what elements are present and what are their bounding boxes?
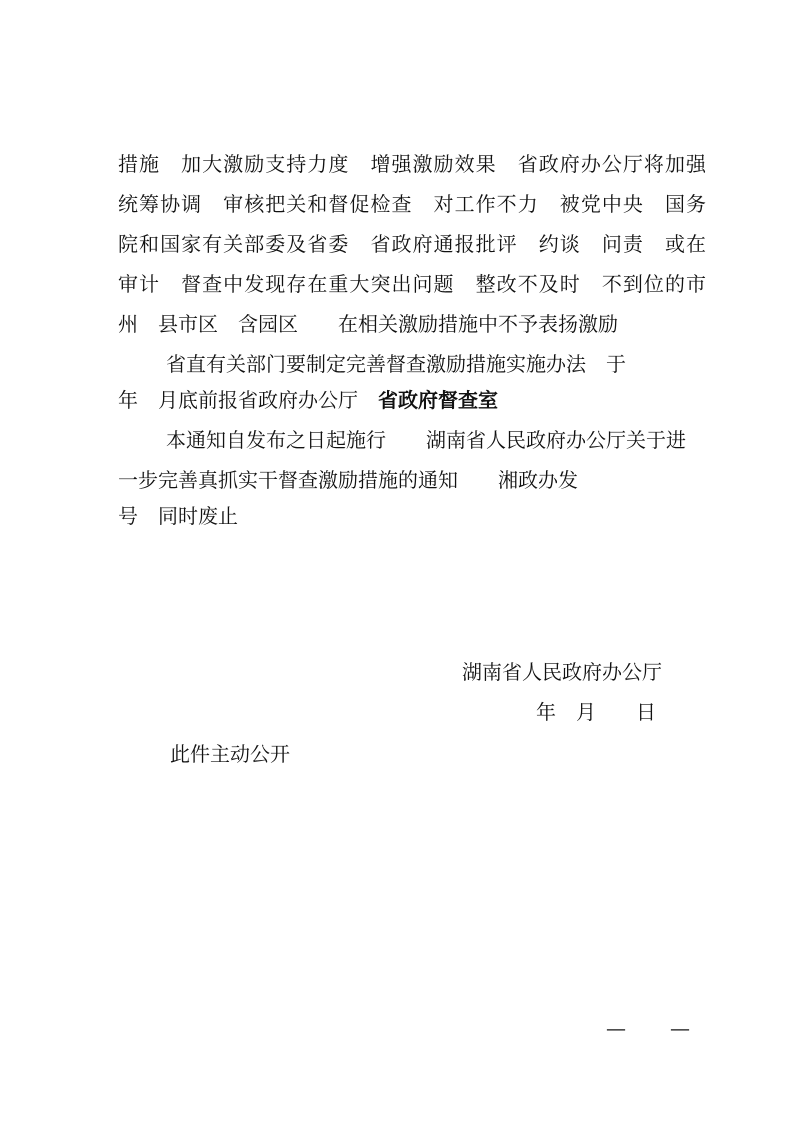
public-disclosure-note: 此件主动公开 bbox=[170, 742, 290, 766]
text-line: 号 同时废止 bbox=[118, 504, 238, 528]
text-line bbox=[118, 382, 498, 418]
text-span: 年 月底前报省政府办公厅 bbox=[118, 388, 378, 412]
text-line: 措施 加大激励支持力度 增强激励效果 省政府办公厅将加强 bbox=[118, 152, 706, 176]
page-marker-left: — bbox=[606, 1016, 626, 1040]
text-line: 一步完善真抓实干督查激励措施的通知 湘政办发 bbox=[118, 468, 578, 492]
text-line: 省直有关部门要制定完善督查激励措施实施办法 于 bbox=[166, 352, 626, 376]
bold-text: 省政府督查室 bbox=[378, 388, 498, 412]
text-line: 审计 督查中发现存在重大突出问题 整改不及时 不到位的市 bbox=[118, 272, 706, 296]
text-line: 本通知自发布之日起施行 湖南省人民政府办公厅关于进 bbox=[166, 428, 686, 452]
text-line: 州 县市区 含园区 在相关激励措施中不予表扬激励 bbox=[118, 312, 618, 336]
issuing-organization: 湖南省人民政府办公厅 bbox=[462, 660, 662, 684]
text-line: 院和国家有关部委及省委 省政府通报批评 约谈 问责 或在 bbox=[118, 232, 706, 256]
issue-date: 年 月 日 bbox=[536, 700, 656, 724]
page-marker-right: — bbox=[670, 1016, 690, 1040]
text-line: 统筹协调 审核把关和督促检查 对工作不力 被党中央 国务 bbox=[118, 192, 706, 216]
